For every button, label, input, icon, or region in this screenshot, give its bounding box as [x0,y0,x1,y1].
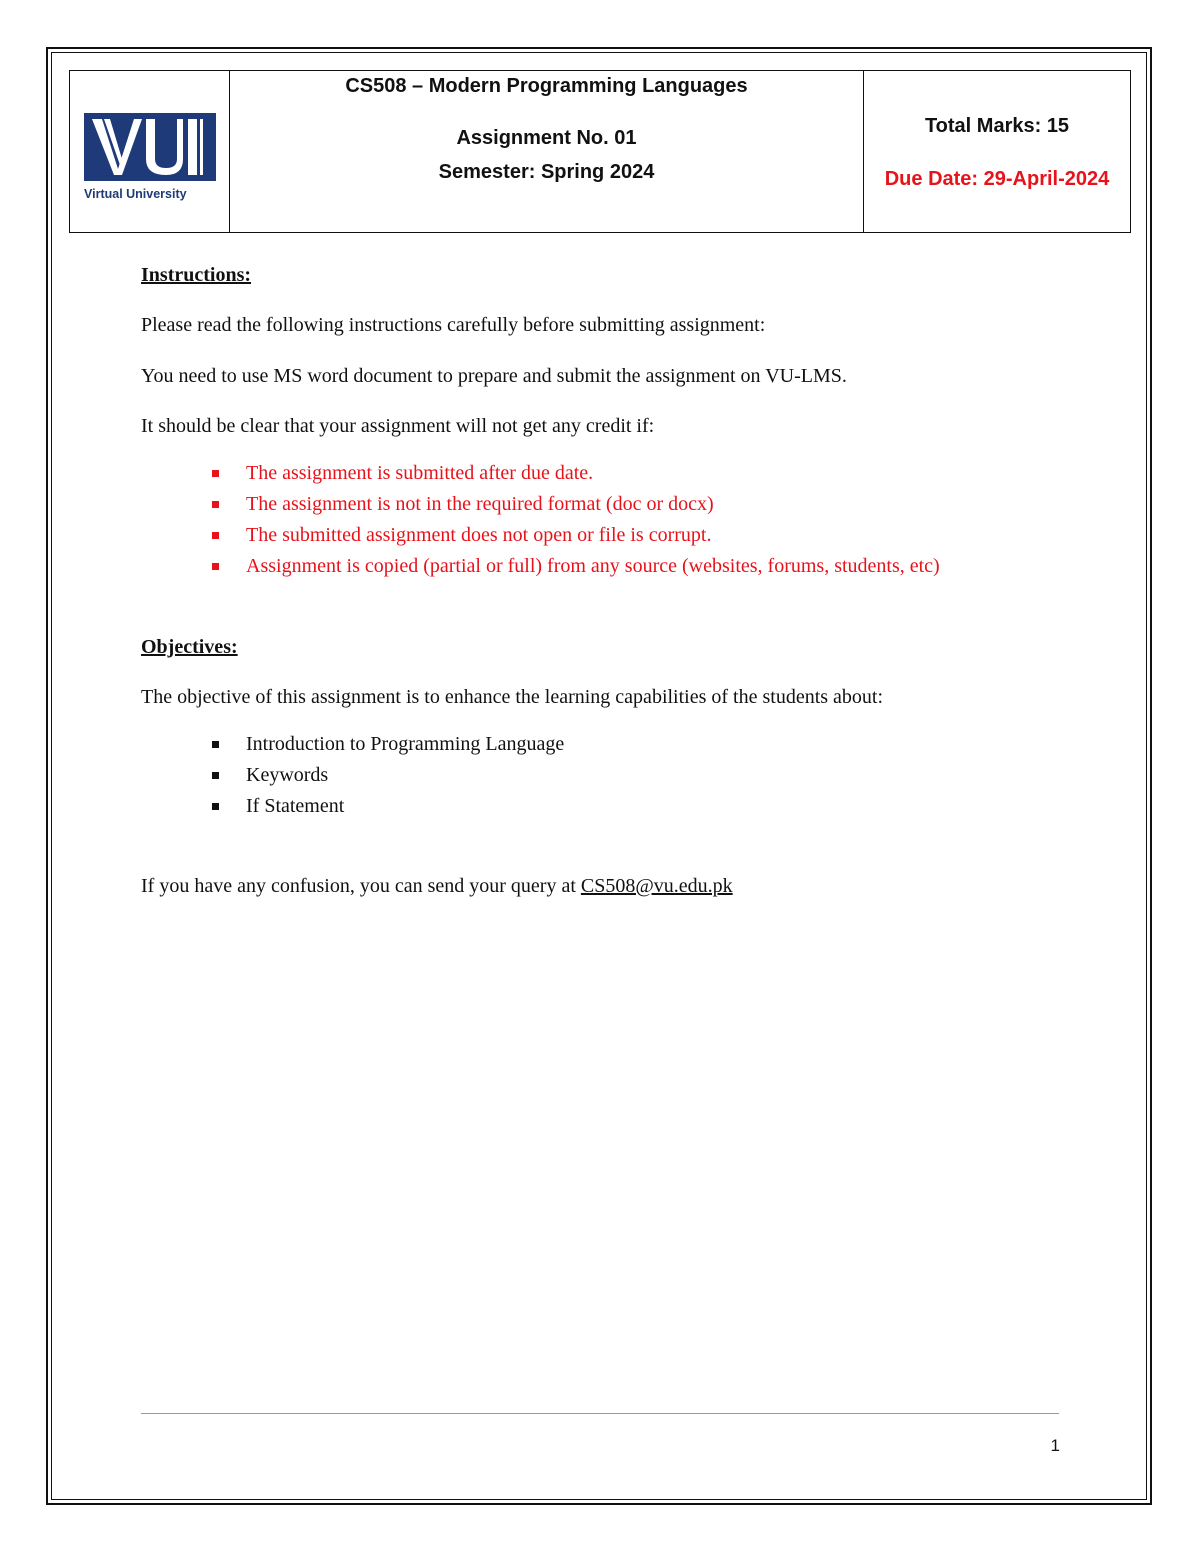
list-item: Introduction to Programming Language [141,729,1059,760]
total-marks: Total Marks: 15 [924,115,1070,137]
bullet-icon [212,563,219,570]
footer-rule [141,1413,1059,1414]
bullet-icon [212,501,219,508]
bullet-icon [212,532,219,539]
logo-cell [70,71,230,232]
list-item: The assignment is submitted after due date. [141,458,1059,489]
objectives-intro: The objective of this assignment is to enhance the learning capabilities of the students about: [141,686,884,708]
semester: Semester: Spring 2024 [438,161,655,183]
contact-text: If you have any confusion, you can send your query at [141,875,581,897]
list-item: Keywords [141,760,1059,791]
credit-warning: It should be clear that your assignment will not get any credit if: [141,415,655,437]
logo-subtitle: Virtual University [84,187,187,201]
vu-logo [84,113,216,203]
instructions-heading: Instructions: [141,264,252,286]
list-item: If Statement [141,791,1059,822]
list-item: The assignment is not in the required format (doc or docx) [141,489,1059,520]
assignment-number: Assignment No. 01 [456,127,637,149]
title-cell [230,71,864,232]
objectives-list [141,729,1059,822]
ms-word-note: You need to use MS word document to prepare and submit the assignment on VU-LMS. [141,365,847,387]
objectives-heading: Objectives: [141,636,238,658]
contact-email-link[interactable]: CS508@vu.edu.pk [580,875,733,897]
bullet-icon [212,772,219,779]
course-title: CS508 – Modern Programming Languages [345,75,748,97]
list-item: The submitted assignment does not open or file is corrupt. [141,520,1059,551]
list-item: Assignment is copied (partial or full) from any source (websites, forums, students, etc) [141,551,1059,582]
due-date: Due Date: 29-April-2024 [884,168,1110,190]
document-body [141,262,1059,899]
header-table [69,70,1131,233]
marks-cell [864,71,1130,232]
credit-conditions-list [141,458,1059,582]
bullet-icon [212,803,219,810]
bullet-icon [212,741,219,748]
page-number: 1 [1050,1436,1060,1455]
bullet-icon [212,470,219,477]
contact-line [141,873,1059,899]
instructions-intro: Please read the following instructions carefully before submitting assignment: [141,314,766,336]
